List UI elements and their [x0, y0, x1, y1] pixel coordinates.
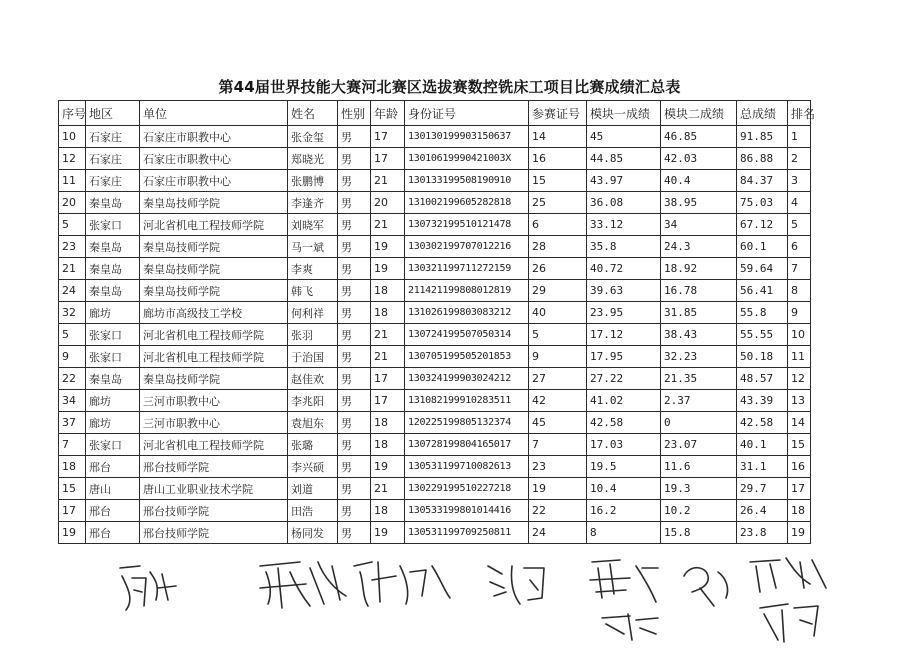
table-row [59, 346, 811, 368]
cell-id-number: 130302199707012216 [405, 236, 529, 258]
cell-unit: 邢台技师学院 [140, 500, 288, 522]
cell-unit: 石家庄市职教中心 [140, 170, 288, 192]
cell-gender: 男 [338, 456, 371, 478]
cell-module1-score: 36.08 [587, 192, 661, 214]
cell-unit: 秦皇岛技师学院 [140, 258, 288, 280]
cell-total-score: 59.64 [737, 258, 788, 280]
cell-unit: 河北省机电工程技师学院 [140, 346, 288, 368]
table-body [59, 126, 811, 544]
cell-gender: 男 [338, 192, 371, 214]
cell-module2-score: 15.8 [661, 522, 737, 544]
cell-rank: 4 [788, 192, 811, 214]
cell-total-score: 42.58 [737, 412, 788, 434]
cell-age: 21 [371, 214, 405, 236]
cell-gender: 男 [338, 302, 371, 324]
table-row [59, 500, 811, 522]
cell-total-score: 84.37 [737, 170, 788, 192]
cell-rank: 18 [788, 500, 811, 522]
cell-gender: 男 [338, 324, 371, 346]
cell-unit: 邢台技师学院 [140, 456, 288, 478]
results-table [58, 100, 816, 544]
cell-total-score: 40.1 [737, 434, 788, 456]
column-header: 模块一成绩 [587, 101, 661, 126]
cell-id-number: 130321199711272159 [405, 258, 529, 280]
cell-rank: 9 [788, 302, 811, 324]
cell-name: 张鹏博 [288, 170, 338, 192]
cell-id-number: 13010619990421003X [405, 148, 529, 170]
table-header-row [59, 101, 811, 126]
cell-gender: 男 [338, 280, 371, 302]
cell-age: 20 [371, 192, 405, 214]
cell-unit: 秦皇岛技师学院 [140, 192, 288, 214]
cell-id-number: 130732199510121478 [405, 214, 529, 236]
signatures-area [110, 548, 870, 648]
cell-rank: 2 [788, 148, 811, 170]
cell-rank: 5 [788, 214, 811, 236]
cell-id-number: 131002199605282818 [405, 192, 529, 214]
cell-entry-number: 14 [529, 126, 587, 148]
cell-region: 石家庄 [86, 126, 140, 148]
cell-region: 石家庄 [86, 170, 140, 192]
cell-region: 廊坊 [86, 412, 140, 434]
cell-region: 张家口 [86, 324, 140, 346]
column-header: 序号 [59, 101, 86, 126]
cell-unit: 石家庄市职教中心 [140, 148, 288, 170]
cell-name: 李逢齐 [288, 192, 338, 214]
cell-module2-score: 16.78 [661, 280, 737, 302]
cell-total-score: 29.7 [737, 478, 788, 500]
cell-module1-score: 23.95 [587, 302, 661, 324]
column-header: 姓名 [288, 101, 338, 126]
cell-entry-number: 40 [529, 302, 587, 324]
cell-total-score: 23.8 [737, 522, 788, 544]
cell-module1-score: 16.2 [587, 500, 661, 522]
cell-entry-number: 7 [529, 434, 587, 456]
cell-name: 袁旭东 [288, 412, 338, 434]
cell-age: 19 [371, 236, 405, 258]
table-row [59, 214, 811, 236]
cell-total-score: 86.88 [737, 148, 788, 170]
cell-total-score: 26.4 [737, 500, 788, 522]
table-row [59, 236, 811, 258]
cell-module2-score: 31.85 [661, 302, 737, 324]
cell-id-number: 130130199903150637 [405, 126, 529, 148]
document-title: 第44届世界技能大赛河北赛区选拔赛数控铣床工项目比赛成绩汇总表 [218, 78, 681, 96]
cell-module2-score: 23.07 [661, 434, 737, 456]
table-row [59, 302, 811, 324]
cell-seq: 9 [59, 346, 86, 368]
cell-gender: 男 [338, 126, 371, 148]
cell-module2-score: 19.3 [661, 478, 737, 500]
cell-id-number: 130724199507050314 [405, 324, 529, 346]
cell-name: 马一斌 [288, 236, 338, 258]
table-row [59, 280, 811, 302]
cell-age: 21 [371, 478, 405, 500]
cell-id-number: 130533199801014416 [405, 500, 529, 522]
cell-total-score: 31.1 [737, 456, 788, 478]
cell-unit: 邢台技师学院 [140, 522, 288, 544]
cell-seq: 22 [59, 368, 86, 390]
cell-age: 17 [371, 390, 405, 412]
cell-total-score: 75.03 [737, 192, 788, 214]
table-row [59, 368, 811, 390]
cell-module1-score: 17.12 [587, 324, 661, 346]
table-row [59, 258, 811, 280]
cell-gender: 男 [338, 346, 371, 368]
cell-total-score: 60.1 [737, 236, 788, 258]
cell-name: 刘道 [288, 478, 338, 500]
cell-rank: 10 [788, 324, 811, 346]
cell-seq: 34 [59, 390, 86, 412]
cell-unit: 三河市职教中心 [140, 412, 288, 434]
cell-module2-score: 32.23 [661, 346, 737, 368]
cell-region: 廊坊 [86, 302, 140, 324]
cell-gender: 男 [338, 258, 371, 280]
cell-module2-score: 11.6 [661, 456, 737, 478]
cell-gender: 男 [338, 170, 371, 192]
cell-name: 李爽 [288, 258, 338, 280]
cell-total-score: 67.12 [737, 214, 788, 236]
cell-region: 张家口 [86, 214, 140, 236]
cell-unit: 秦皇岛技师学院 [140, 368, 288, 390]
cell-rank: 3 [788, 170, 811, 192]
cell-id-number: 131026199803083212 [405, 302, 529, 324]
cell-entry-number: 5 [529, 324, 587, 346]
cell-region: 邢台 [86, 456, 140, 478]
cell-seq: 24 [59, 280, 86, 302]
cell-entry-number: 22 [529, 500, 587, 522]
cell-age: 17 [371, 126, 405, 148]
cell-seq: 20 [59, 192, 86, 214]
cell-module1-score: 44.85 [587, 148, 661, 170]
cell-name: 张金玺 [288, 126, 338, 148]
cell-id-number: 120225199805132374 [405, 412, 529, 434]
cell-name: 赵佳欢 [288, 368, 338, 390]
cell-module2-score: 0 [661, 412, 737, 434]
cell-rank: 1 [788, 126, 811, 148]
cell-module2-score: 18.92 [661, 258, 737, 280]
cell-module2-score: 2.37 [661, 390, 737, 412]
cell-rank: 7 [788, 258, 811, 280]
column-header: 年龄 [371, 101, 405, 126]
cell-entry-number: 26 [529, 258, 587, 280]
cell-total-score: 55.55 [737, 324, 788, 346]
cell-unit: 河北省机电工程技师学院 [140, 214, 288, 236]
signature-6 [684, 568, 728, 606]
column-header: 模块二成绩 [661, 101, 737, 126]
cell-name: 李兆阳 [288, 390, 338, 412]
cell-region: 邢台 [86, 500, 140, 522]
cell-gender: 男 [338, 236, 371, 258]
cell-seq: 23 [59, 236, 86, 258]
cell-unit: 石家庄市职教中心 [140, 126, 288, 148]
cell-name: 张羽 [288, 324, 338, 346]
cell-entry-number: 29 [529, 280, 587, 302]
cell-name: 郑晓光 [288, 148, 338, 170]
table-row [59, 126, 811, 148]
signature-4 [488, 566, 544, 604]
cell-region: 廊坊 [86, 390, 140, 412]
cell-age: 21 [371, 170, 405, 192]
cell-unit: 唐山工业职业技术学院 [140, 478, 288, 500]
cell-entry-number: 27 [529, 368, 587, 390]
cell-entry-number: 6 [529, 214, 587, 236]
cell-seq: 17 [59, 500, 86, 522]
cell-gender: 男 [338, 412, 371, 434]
cell-id-number: 130229199510227218 [405, 478, 529, 500]
cell-entry-number: 9 [529, 346, 587, 368]
cell-total-score: 55.8 [737, 302, 788, 324]
cell-region: 唐山 [86, 478, 140, 500]
cell-name: 李兴硕 [288, 456, 338, 478]
cell-total-score: 50.18 [737, 346, 788, 368]
cell-seq: 15 [59, 478, 86, 500]
cell-module2-score: 38.43 [661, 324, 737, 346]
signature-5 [590, 560, 658, 640]
cell-rank: 14 [788, 412, 811, 434]
column-header: 排名 [788, 101, 811, 126]
cell-entry-number: 23 [529, 456, 587, 478]
cell-seq: 7 [59, 434, 86, 456]
cell-seq: 21 [59, 258, 86, 280]
cell-age: 19 [371, 522, 405, 544]
cell-region: 石家庄 [86, 148, 140, 170]
table-row [59, 456, 811, 478]
cell-rank: 17 [788, 478, 811, 500]
column-header: 总成绩 [737, 101, 788, 126]
cell-age: 18 [371, 302, 405, 324]
cell-gender: 男 [338, 390, 371, 412]
cell-module1-score: 41.02 [587, 390, 661, 412]
cell-seq: 18 [59, 456, 86, 478]
cell-name: 韩飞 [288, 280, 338, 302]
cell-age: 17 [371, 148, 405, 170]
cell-module1-score: 17.95 [587, 346, 661, 368]
cell-age: 21 [371, 346, 405, 368]
cell-module2-score: 46.85 [661, 126, 737, 148]
cell-name: 刘晓军 [288, 214, 338, 236]
table-row [59, 390, 811, 412]
signature-7 [750, 558, 826, 642]
cell-total-score: 56.41 [737, 280, 788, 302]
cell-seq: 32 [59, 302, 86, 324]
table-row [59, 192, 811, 214]
cell-module1-score: 33.12 [587, 214, 661, 236]
cell-module2-score: 34 [661, 214, 737, 236]
cell-rank: 6 [788, 236, 811, 258]
cell-id-number: 130324199903024212 [405, 368, 529, 390]
cell-unit: 廊坊市高级技工学校 [140, 302, 288, 324]
cell-entry-number: 15 [529, 170, 587, 192]
cell-module1-score: 8 [587, 522, 661, 544]
cell-age: 18 [371, 412, 405, 434]
column-header: 性别 [338, 101, 371, 126]
cell-id-number: 130531199710082613 [405, 456, 529, 478]
cell-age: 19 [371, 258, 405, 280]
table-row [59, 478, 811, 500]
cell-unit: 三河市职教中心 [140, 390, 288, 412]
cell-age: 18 [371, 280, 405, 302]
cell-rank: 13 [788, 390, 811, 412]
cell-gender: 男 [338, 500, 371, 522]
cell-rank: 16 [788, 456, 811, 478]
cell-entry-number: 42 [529, 390, 587, 412]
cell-id-number: 130728199804165017 [405, 434, 529, 456]
cell-seq: 5 [59, 214, 86, 236]
cell-id-number: 130705199505201853 [405, 346, 529, 368]
cell-age: 18 [371, 434, 405, 456]
signature-2 [260, 562, 346, 608]
cell-entry-number: 24 [529, 522, 587, 544]
cell-region: 张家口 [86, 346, 140, 368]
cell-module1-score: 19.5 [587, 456, 661, 478]
cell-seq: 19 [59, 522, 86, 544]
table-row [59, 412, 811, 434]
cell-gender: 男 [338, 148, 371, 170]
cell-name: 张璐 [288, 434, 338, 456]
cell-age: 21 [371, 324, 405, 346]
cell-rank: 11 [788, 346, 811, 368]
cell-rank: 15 [788, 434, 811, 456]
cell-region: 秦皇岛 [86, 280, 140, 302]
cell-age: 17 [371, 368, 405, 390]
cell-total-score: 91.85 [737, 126, 788, 148]
cell-module2-score: 10.2 [661, 500, 737, 522]
cell-name: 杨同发 [288, 522, 338, 544]
cell-gender: 男 [338, 522, 371, 544]
cell-entry-number: 28 [529, 236, 587, 258]
cell-region: 秦皇岛 [86, 258, 140, 280]
cell-entry-number: 16 [529, 148, 587, 170]
cell-region: 秦皇岛 [86, 236, 140, 258]
cell-module2-score: 24.3 [661, 236, 737, 258]
cell-unit: 秦皇岛技师学院 [140, 236, 288, 258]
cell-rank: 12 [788, 368, 811, 390]
cell-module1-score: 43.97 [587, 170, 661, 192]
cell-module2-score: 38.95 [661, 192, 737, 214]
column-header: 身份证号 [405, 101, 529, 126]
cell-gender: 男 [338, 368, 371, 390]
cell-entry-number: 45 [529, 412, 587, 434]
cell-rank: 19 [788, 522, 811, 544]
cell-module1-score: 27.22 [587, 368, 661, 390]
cell-seq: 5 [59, 324, 86, 346]
cell-gender: 男 [338, 214, 371, 236]
cell-module1-score: 40.72 [587, 258, 661, 280]
cell-seq: 12 [59, 148, 86, 170]
cell-unit: 河北省机电工程技师学院 [140, 434, 288, 456]
cell-age: 18 [371, 500, 405, 522]
cell-region: 秦皇岛 [86, 192, 140, 214]
column-header: 地区 [86, 101, 140, 126]
cell-module1-score: 45 [587, 126, 661, 148]
cell-module2-score: 40.4 [661, 170, 737, 192]
cell-module1-score: 35.8 [587, 236, 661, 258]
cell-unit: 河北省机电工程技师学院 [140, 324, 288, 346]
cell-name: 田浩 [288, 500, 338, 522]
cell-rank: 8 [788, 280, 811, 302]
cell-total-score: 43.39 [737, 390, 788, 412]
cell-name: 何利祥 [288, 302, 338, 324]
cell-gender: 男 [338, 434, 371, 456]
cell-seq: 37 [59, 412, 86, 434]
cell-seq: 10 [59, 126, 86, 148]
cell-age: 19 [371, 456, 405, 478]
cell-module1-score: 39.63 [587, 280, 661, 302]
cell-region: 秦皇岛 [86, 368, 140, 390]
cell-entry-number: 19 [529, 478, 587, 500]
cell-region: 张家口 [86, 434, 140, 456]
cell-module1-score: 42.58 [587, 412, 661, 434]
cell-id-number: 130531199709250811 [405, 522, 529, 544]
table-row [59, 170, 811, 192]
cell-seq: 11 [59, 170, 86, 192]
signature-1 [120, 566, 176, 610]
cell-region: 邢台 [86, 522, 140, 544]
column-header: 参赛证号 [529, 101, 587, 126]
cell-id-number: 131082199910283511 [405, 390, 529, 412]
cell-module1-score: 10.4 [587, 478, 661, 500]
table-row [59, 522, 811, 544]
cell-gender: 男 [338, 478, 371, 500]
cell-module2-score: 42.03 [661, 148, 737, 170]
table-row [59, 324, 811, 346]
column-header: 单位 [140, 101, 288, 126]
cell-total-score: 48.57 [737, 368, 788, 390]
cell-unit: 秦皇岛技师学院 [140, 280, 288, 302]
cell-id-number: 130133199508190910 [405, 170, 529, 192]
cell-entry-number: 25 [529, 192, 587, 214]
cell-name: 于治国 [288, 346, 338, 368]
cell-module1-score: 17.03 [587, 434, 661, 456]
table-row [59, 148, 811, 170]
cell-id-number: 211421199808012819 [405, 280, 529, 302]
table-row [59, 434, 811, 456]
cell-module2-score: 21.35 [661, 368, 737, 390]
signature-3 [354, 562, 450, 606]
